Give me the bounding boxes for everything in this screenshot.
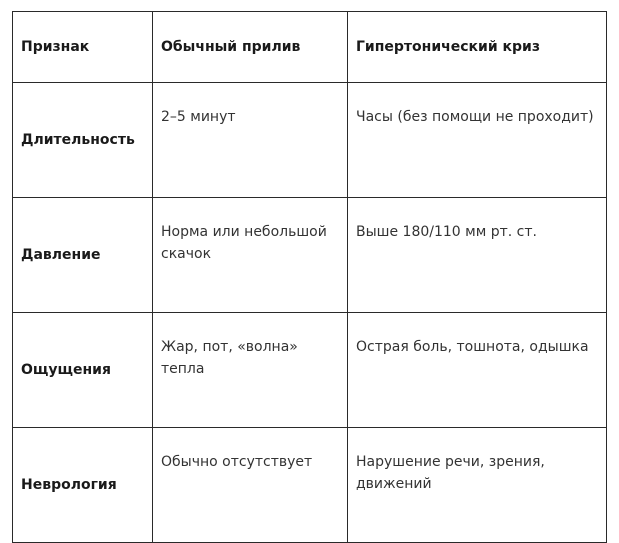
table-cell: Норма или небольшой скачок	[153, 198, 348, 313]
table-row	[13, 83, 607, 198]
row-label-neurology: Неврология	[13, 428, 153, 543]
table-cell: Острая боль, тошнота, одышка	[348, 313, 607, 428]
header-normal-flush: Обычный прилив	[153, 12, 348, 83]
table-row	[13, 198, 607, 313]
table-cell: Жар, пот, «волна» тепла	[153, 313, 348, 428]
table-cell: Обычно отсутствует	[153, 428, 348, 543]
table-cell: 2–5 минут	[153, 83, 348, 198]
header-hypertensive-crisis: Гипертонический криз	[348, 12, 607, 83]
comparison-table	[12, 11, 607, 543]
header-sign: Признак	[13, 12, 153, 83]
row-label-sensations: Ощущения	[13, 313, 153, 428]
table-cell: Нарушение речи, зрения, движений	[348, 428, 607, 543]
row-label-pressure: Давление	[13, 198, 153, 313]
table-cell: Часы (без помощи не проходит)	[348, 83, 607, 198]
table-cell: Выше 180/110 мм рт. ст.	[348, 198, 607, 313]
row-label-duration: Длительность	[13, 83, 153, 198]
table-header-row	[13, 12, 607, 83]
table-row	[13, 428, 607, 543]
table-row	[13, 313, 607, 428]
